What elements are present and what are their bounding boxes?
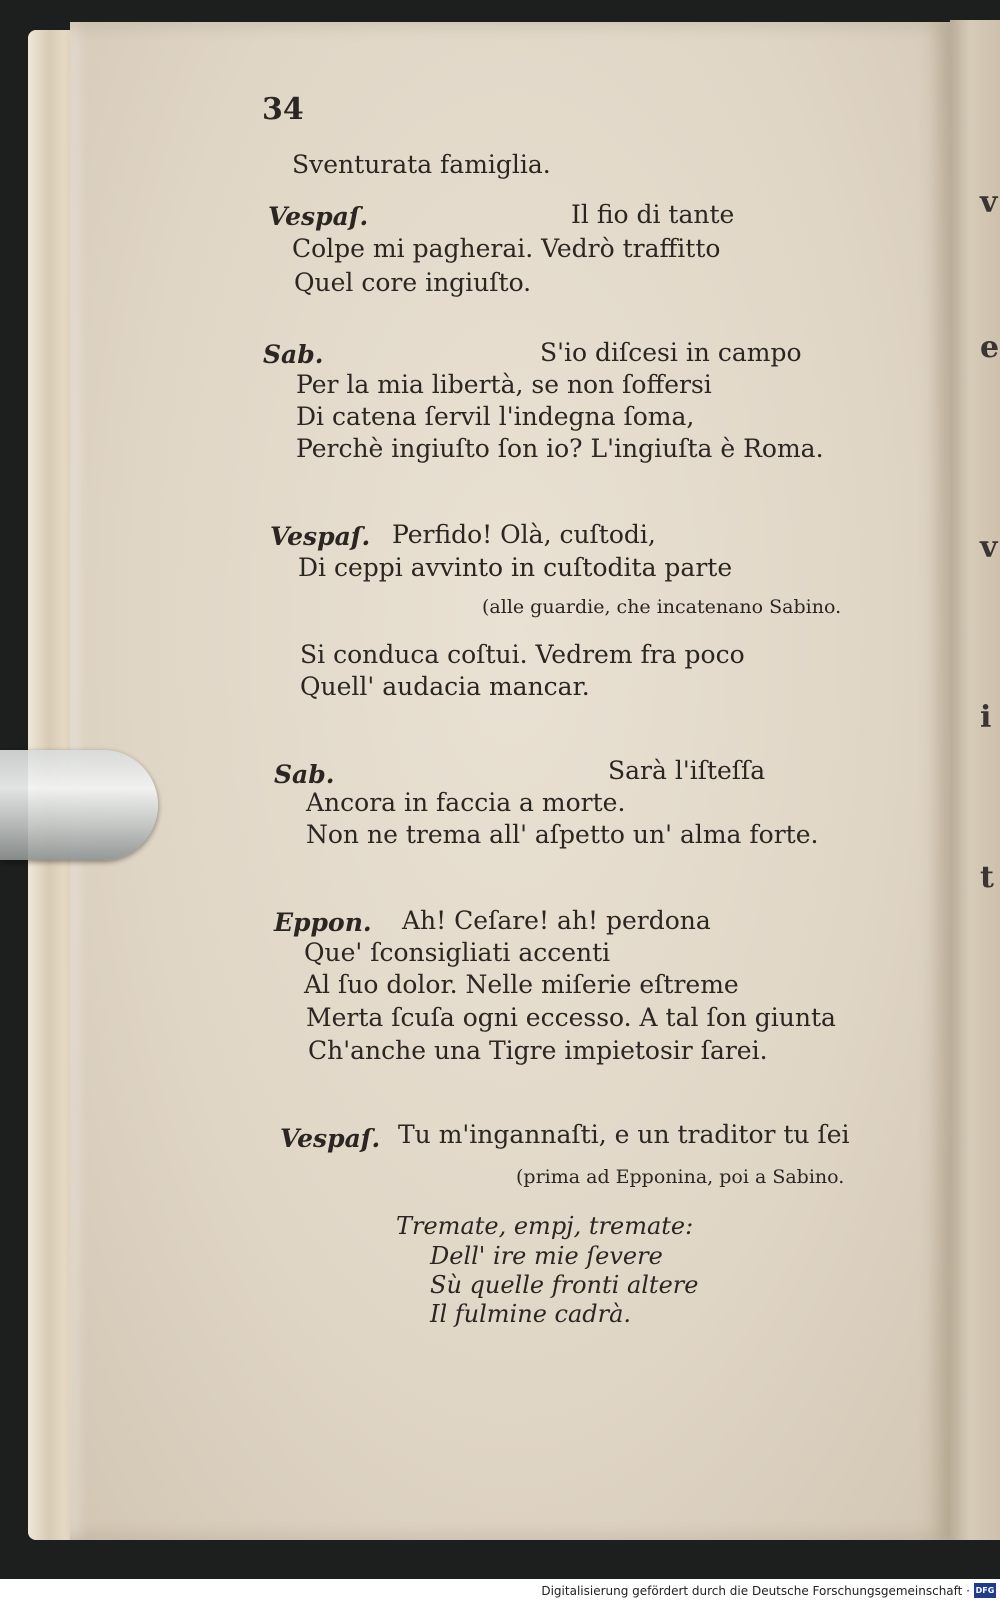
speaker-label: Vespaſ. [270, 522, 371, 551]
text-line: Non ne trema all' aſpetto un' alma forte. [306, 820, 819, 849]
facing-page-letter: v [980, 185, 998, 220]
text-line: Colpe mi pagherai. Vedrò traffitto [292, 234, 721, 263]
text-line: Il fio di tante [571, 200, 735, 229]
aria-line: Dell' ire mie ſevere [430, 1242, 663, 1270]
speaker-label: Vespaſ. [280, 1124, 381, 1153]
text-line: Perfido! Olà, cuſtodi, [392, 520, 656, 549]
text-line: Per la mia libertà, se non ſoffersi [296, 370, 712, 399]
facing-page-edge [950, 20, 1000, 1540]
text-line: S'io diſcesi in campo [540, 338, 802, 367]
speaker-label: Sab. [274, 760, 335, 789]
page-clip [0, 750, 158, 860]
text-line: Al ſuo dolor. Nelle miſerie eſtreme [304, 970, 739, 999]
aria-line: Sù quelle fronti altere [430, 1271, 699, 1299]
facing-page-letter: v [980, 530, 998, 565]
text-line: Ah! Ceſare! ah! perdona [402, 906, 711, 935]
facing-page-letter: t [980, 860, 994, 895]
footer-credit: Digitalisierung gefördert durch die Deutsche Forschungsgemeinschaft · [541, 1584, 970, 1598]
text-line: Di catena ſervil l'indegna ſoma, [296, 402, 695, 431]
speaker-label: Sab. [263, 340, 324, 369]
stage-direction: (alle guardie, che incatenano Sabino. [482, 596, 842, 618]
text-line: Di ceppi avvinto in cuſtodita parte [298, 553, 733, 582]
page-number: 34 [262, 92, 304, 127]
text-line: Perchè ingiuſto ſon io? L'ingiuſta è Roma. [296, 434, 824, 463]
stage-direction: (prima ad Epponina, poi a Sabino. [516, 1166, 845, 1188]
text-line: Que' ſconsigliati accenti [304, 938, 611, 967]
speaker-label: Eppon. [274, 908, 372, 937]
text-line: Merta ſcuſa ogni eccesso. A tal ſon giunta [306, 1003, 836, 1032]
text-line: Si conduca coſtui. Vedrem fra poco [300, 640, 745, 669]
text-line: Ch'anche una Tigre impietosir ſarei. [308, 1036, 768, 1065]
text-line: Tu m'ingannaſti, e un traditor tu ſei [398, 1120, 850, 1149]
aria-line: Tremate, empj, tremate: [396, 1212, 694, 1240]
text-line: Quell' audacia mancar. [300, 672, 590, 701]
facing-page-letter: e [980, 330, 1000, 365]
text-line: Quel core ingiuſto. [294, 268, 532, 297]
facing-page-letter: i [980, 700, 992, 735]
aria-line: Il fulmine cadrà. [430, 1300, 632, 1328]
text-line: Sventurata famiglia. [292, 150, 551, 179]
dfg-logo-icon: DFG [974, 1583, 996, 1598]
text-line: Sarà l'iſteſſa [608, 756, 766, 785]
speaker-label: Vespaſ. [268, 202, 369, 231]
text-line: Ancora in faccia a morte. [306, 788, 626, 817]
